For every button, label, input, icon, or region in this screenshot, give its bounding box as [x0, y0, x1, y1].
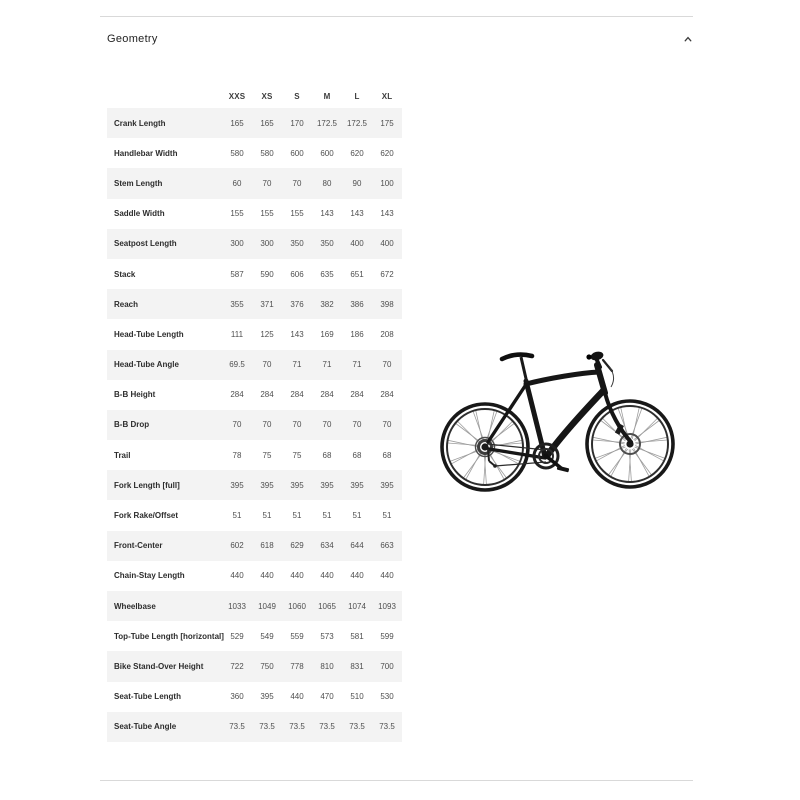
table-row: [107, 259, 402, 289]
size-header: XL: [381, 92, 393, 101]
cell-value: 51: [352, 511, 362, 521]
cell-value: 186: [350, 329, 364, 339]
cell-value: 590: [260, 269, 274, 279]
size-header: XS: [261, 92, 273, 101]
cell-value: 100: [380, 178, 394, 188]
cell-value: 155: [290, 209, 304, 219]
cell-value: 549: [260, 631, 274, 641]
cell-value: 1074: [348, 601, 366, 611]
row-label: Saddle Width: [114, 209, 165, 219]
cell-value: 395: [290, 480, 304, 490]
table-row: [107, 108, 402, 138]
cell-value: 440: [380, 571, 394, 581]
cell-value: 73.5: [259, 722, 275, 732]
row-label: Handlebar Width: [114, 148, 178, 158]
cell-value: 629: [290, 541, 304, 551]
cell-value: 530: [380, 692, 394, 702]
cell-value: 1033: [228, 601, 246, 611]
row-label: Fork Rake/Offset: [114, 511, 179, 521]
cell-value: 1049: [258, 601, 276, 611]
size-header: XXS: [228, 92, 246, 101]
cell-value: 620: [350, 148, 364, 158]
cell-value: 634: [320, 541, 334, 551]
cell-value: 73.5: [289, 722, 305, 732]
cell-value: 169: [320, 329, 334, 339]
cell-value: 602: [230, 541, 244, 551]
cell-value: 78: [232, 450, 242, 460]
cell-value: 75: [292, 450, 302, 460]
row-label: Seat-Tube Length: [114, 692, 181, 702]
cell-value: 355: [230, 299, 244, 309]
cell-value: 376: [290, 299, 304, 309]
table-row: [107, 712, 402, 742]
cell-value: 300: [260, 239, 274, 249]
row-label: Seatpost Length: [114, 239, 177, 249]
cell-value: 125: [260, 329, 274, 339]
cell-value: 395: [350, 480, 364, 490]
row-label: Head-Tube Angle: [114, 360, 179, 370]
chevron-up-icon[interactable]: [683, 34, 693, 44]
bike-image: [433, 340, 685, 500]
cell-value: 599: [380, 631, 394, 641]
cell-value: 51: [322, 511, 332, 521]
cell-value: 70: [382, 360, 392, 370]
cell-value: 73.5: [349, 722, 365, 732]
table-row: [107, 410, 402, 440]
row-label: Trail: [114, 450, 131, 460]
cell-value: 143: [350, 209, 364, 219]
cell-value: 580: [260, 148, 274, 158]
cell-value: 395: [260, 480, 274, 490]
grip: [586, 354, 591, 359]
size-header: L: [354, 92, 360, 101]
cell-value: 165: [260, 118, 274, 128]
cell-value: 60: [232, 178, 242, 188]
table-row: [107, 289, 402, 319]
cell-value: 284: [290, 390, 304, 400]
cell-value: 440: [230, 571, 244, 581]
cell-value: 284: [380, 390, 394, 400]
cell-value: 1093: [378, 601, 396, 611]
cell-value: 68: [352, 450, 362, 460]
geometry-table: [107, 85, 402, 742]
cell-value: 620: [380, 148, 394, 158]
row-label: Head-Tube Length: [114, 329, 184, 339]
top-divider: [100, 16, 693, 17]
section-title: Geometry: [107, 33, 158, 45]
cell-value: 600: [290, 148, 304, 158]
cell-value: 70: [382, 420, 392, 430]
cell-value: 70: [262, 178, 272, 188]
cell-value: 395: [320, 480, 334, 490]
cell-value: 71: [352, 360, 362, 370]
cell-value: 143: [290, 329, 304, 339]
table-row: [107, 168, 402, 198]
cell-value: 750: [260, 661, 274, 671]
cell-value: 559: [290, 631, 304, 641]
cell-value: 208: [380, 329, 394, 339]
table-row: [107, 621, 402, 651]
cell-value: 70: [262, 420, 272, 430]
cell-value: 165: [230, 118, 244, 128]
cell-value: 70: [292, 420, 302, 430]
cell-value: 644: [350, 541, 364, 551]
cell-value: 440: [350, 571, 364, 581]
cell-value: 635: [320, 269, 334, 279]
cell-value: 51: [262, 511, 272, 521]
row-label: Reach: [114, 299, 139, 309]
cell-value: 371: [260, 299, 274, 309]
cell-value: 51: [382, 511, 392, 521]
cell-value: 71: [322, 360, 332, 370]
cell-value: 73.5: [319, 722, 335, 732]
cell-value: 400: [350, 239, 364, 249]
table-row: [107, 138, 402, 168]
table-row: [107, 319, 402, 349]
cell-value: 155: [260, 209, 274, 219]
cell-value: 284: [260, 390, 274, 400]
cell-value: 722: [230, 661, 244, 671]
cell-value: 90: [352, 178, 362, 188]
row-label: Front-Center: [114, 541, 163, 551]
cell-value: 51: [232, 511, 242, 521]
cell-value: 300: [230, 239, 244, 249]
cell-value: 529: [230, 631, 244, 641]
size-header: S: [294, 92, 300, 101]
cell-value: 284: [230, 390, 244, 400]
cell-value: 395: [260, 692, 274, 702]
table-row: [107, 561, 402, 591]
table-row: [107, 651, 402, 681]
cell-value: 440: [260, 571, 274, 581]
row-label: Fork Length [full]: [114, 480, 180, 490]
cell-value: 573: [320, 631, 334, 641]
cell-value: 651: [350, 269, 364, 279]
cell-value: 581: [350, 631, 364, 641]
cell-value: 386: [350, 299, 364, 309]
cell-value: 831: [350, 661, 364, 671]
row-label: B-B Height: [114, 390, 156, 400]
table-row: [107, 682, 402, 712]
cell-value: 143: [380, 209, 394, 219]
cell-value: 382: [320, 299, 334, 309]
cell-value: 618: [260, 541, 274, 551]
row-label: B-B Drop: [114, 420, 150, 430]
cell-value: 284: [320, 390, 334, 400]
cell-value: 70: [262, 360, 272, 370]
row-label: Stem Length: [114, 178, 163, 188]
cell-value: 70: [232, 420, 242, 430]
table-row: [107, 591, 402, 621]
cell-value: 400: [380, 239, 394, 249]
cell-value: 68: [382, 450, 392, 460]
saddle: [502, 355, 532, 383]
cell-value: 600: [320, 148, 334, 158]
cell-value: 172.5: [316, 118, 338, 128]
size-header: M: [323, 92, 331, 101]
table-row: [107, 350, 402, 380]
cell-value: 70: [352, 420, 362, 430]
cell-value: 440: [290, 692, 304, 702]
cell-value: 672: [380, 269, 394, 279]
cell-value: 73.5: [379, 722, 395, 732]
cell-value: 172.5: [346, 118, 368, 128]
pedal: [557, 466, 570, 473]
cell-value: 155: [230, 209, 244, 219]
cell-value: 80: [322, 178, 332, 188]
cell-value: 69.5: [229, 360, 245, 370]
cell-value: 470: [320, 692, 334, 702]
cell-value: 71: [292, 360, 302, 370]
cell-value: 73.5: [229, 722, 245, 732]
row-label: Chain-Stay Length: [114, 571, 185, 581]
row-label: Bike Stand-Over Height: [114, 661, 204, 671]
cell-value: 360: [230, 692, 244, 702]
cell-value: 663: [380, 541, 394, 551]
row-label: Top-Tube Length [horizontal]: [114, 631, 224, 641]
geometry-accordion-header[interactable]: [107, 29, 693, 49]
cell-value: 395: [230, 480, 244, 490]
table-row: [107, 470, 402, 500]
cell-value: 440: [290, 571, 304, 581]
cell-value: 350: [320, 239, 334, 249]
row-label: Seat-Tube Angle: [114, 722, 177, 732]
cell-value: 111: [230, 329, 244, 339]
cell-value: 51: [292, 511, 302, 521]
cell-value: 700: [380, 661, 394, 671]
row-label: Wheelbase: [114, 601, 156, 611]
table-row: [107, 500, 402, 530]
cell-value: 510: [350, 692, 364, 702]
front-wheel: [587, 401, 673, 487]
table-row: [107, 531, 402, 561]
cell-value: 175: [380, 118, 394, 128]
cell-value: 350: [290, 239, 304, 249]
cell-value: 398: [380, 299, 394, 309]
cell-value: 395: [380, 480, 394, 490]
cell-value: 606: [290, 269, 304, 279]
cell-value: 143: [320, 209, 334, 219]
table-row: [107, 440, 402, 470]
cell-value: 440: [320, 571, 334, 581]
row-label: Crank Length: [114, 118, 166, 128]
cell-value: 70: [322, 420, 332, 430]
cell-value: 75: [262, 450, 272, 460]
cell-value: 810: [320, 661, 334, 671]
table-row: [107, 199, 402, 229]
bottom-divider: [100, 780, 693, 781]
cell-value: 580: [230, 148, 244, 158]
row-label: Stack: [114, 269, 136, 279]
cell-value: 170: [290, 118, 304, 128]
table-row: [107, 380, 402, 410]
cell-value: 1065: [318, 601, 336, 611]
cell-value: 68: [322, 450, 332, 460]
cell-value: 1060: [288, 601, 306, 611]
size-header-row: [107, 85, 402, 108]
cell-value: 284: [350, 390, 364, 400]
geometry-table-rows: [107, 108, 402, 742]
cell-value: 587: [230, 269, 244, 279]
table-row: [107, 229, 402, 259]
cell-value: 778: [290, 661, 304, 671]
cell-value: 70: [292, 178, 302, 188]
